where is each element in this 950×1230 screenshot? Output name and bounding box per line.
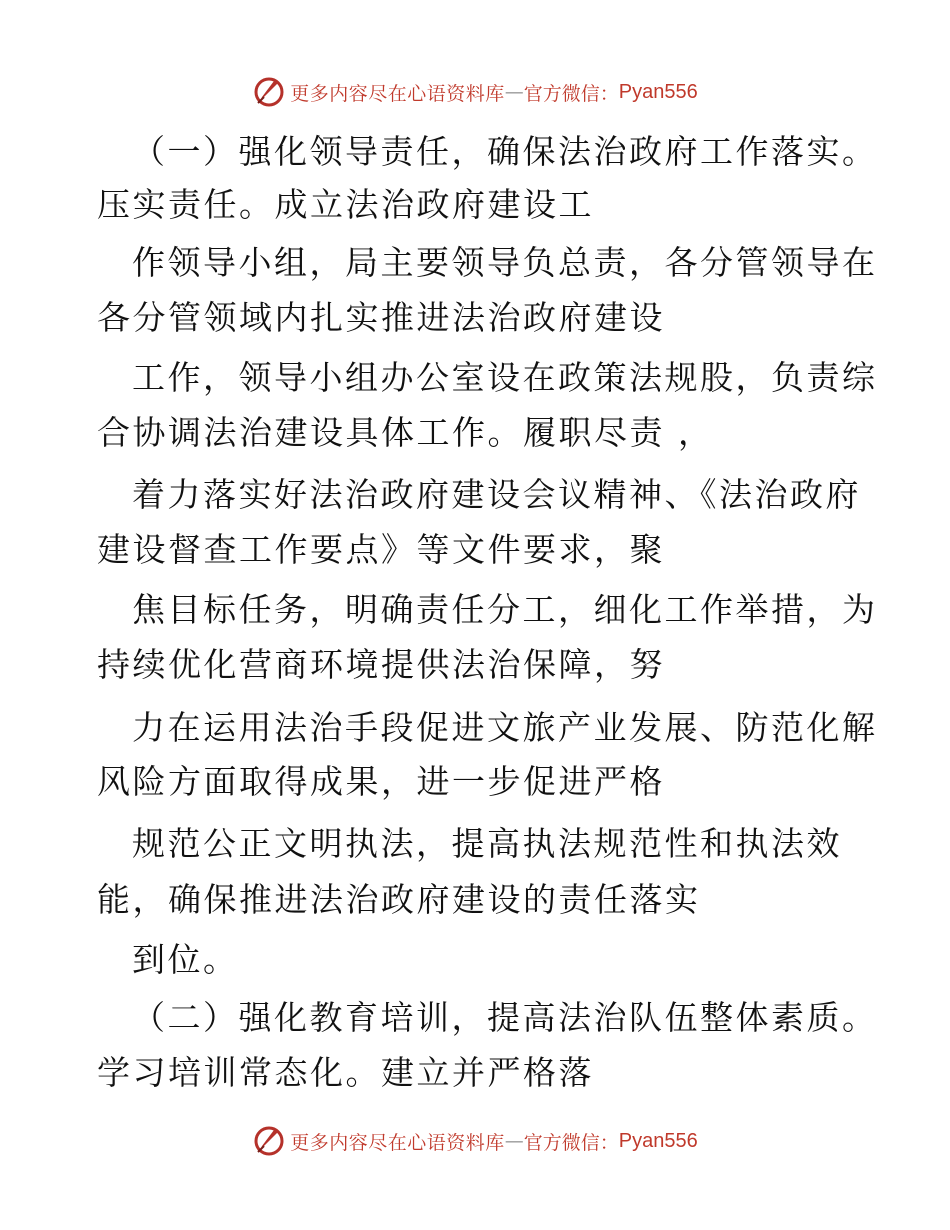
watermark-text: 更多内容尽在心语资料库 bbox=[290, 82, 505, 105]
text-line: （一）强化领导责任，确保法治政府工作落实。 bbox=[132, 132, 878, 171]
text-line: 到位。 bbox=[132, 940, 239, 979]
text-line: 持续优化营商环境提供法治保障，努 bbox=[97, 645, 665, 684]
watermark-separator: — bbox=[504, 1130, 524, 1152]
text-line: 风险方面取得成果，进一步促进严格 bbox=[97, 762, 665, 801]
text-line: 各分管领域内扎实推进法治政府建设 bbox=[97, 298, 665, 337]
text-line: 着力落实好法治政府建设会议精神、《法治政府 bbox=[132, 475, 861, 514]
watermark-handle: Pyan556 bbox=[618, 80, 698, 103]
footer-watermark bbox=[0, 1121, 950, 1161]
text-line: 压实责任。成立法治政府建设工 bbox=[97, 185, 594, 224]
text-line: 学习培训常态化。建立并严格落 bbox=[97, 1053, 594, 1092]
text-line: 规范公正文明执法，提高执法规范性和执法效 bbox=[132, 824, 842, 863]
text-line: （二）强化教育培训，提高法治队伍整体素质。 bbox=[132, 998, 878, 1037]
watermark-separator: — bbox=[504, 81, 524, 103]
text-line: 工作，领导小组办公室设在政策法规股，负责综 bbox=[132, 358, 878, 397]
quill-logo-icon bbox=[252, 75, 286, 109]
quill-logo-icon bbox=[252, 1124, 286, 1158]
text-line: 建设督查工作要点》等文件要求，聚 bbox=[97, 530, 665, 569]
text-line: 合协调法治建设具体工作。履职尽责 ， bbox=[97, 413, 714, 452]
watermark-label: 官方微信： bbox=[523, 1131, 619, 1154]
watermark-text: 更多内容尽在心语资料库 bbox=[290, 1131, 505, 1154]
header-watermark bbox=[0, 72, 950, 112]
text-line: 力在运用法治手段促进文旅产业发展、防范化解 bbox=[132, 708, 878, 747]
watermark-label: 官方微信： bbox=[523, 82, 619, 105]
text-line: 能，确保推进法治政府建设的责任落实 bbox=[97, 880, 701, 919]
watermark-handle: Pyan556 bbox=[618, 1129, 698, 1152]
text-line: 作领导小组，局主要领导负总责，各分管领导在 bbox=[132, 243, 878, 282]
text-line: 焦目标任务，明确责任分工，细化工作举措，为 bbox=[132, 590, 878, 629]
